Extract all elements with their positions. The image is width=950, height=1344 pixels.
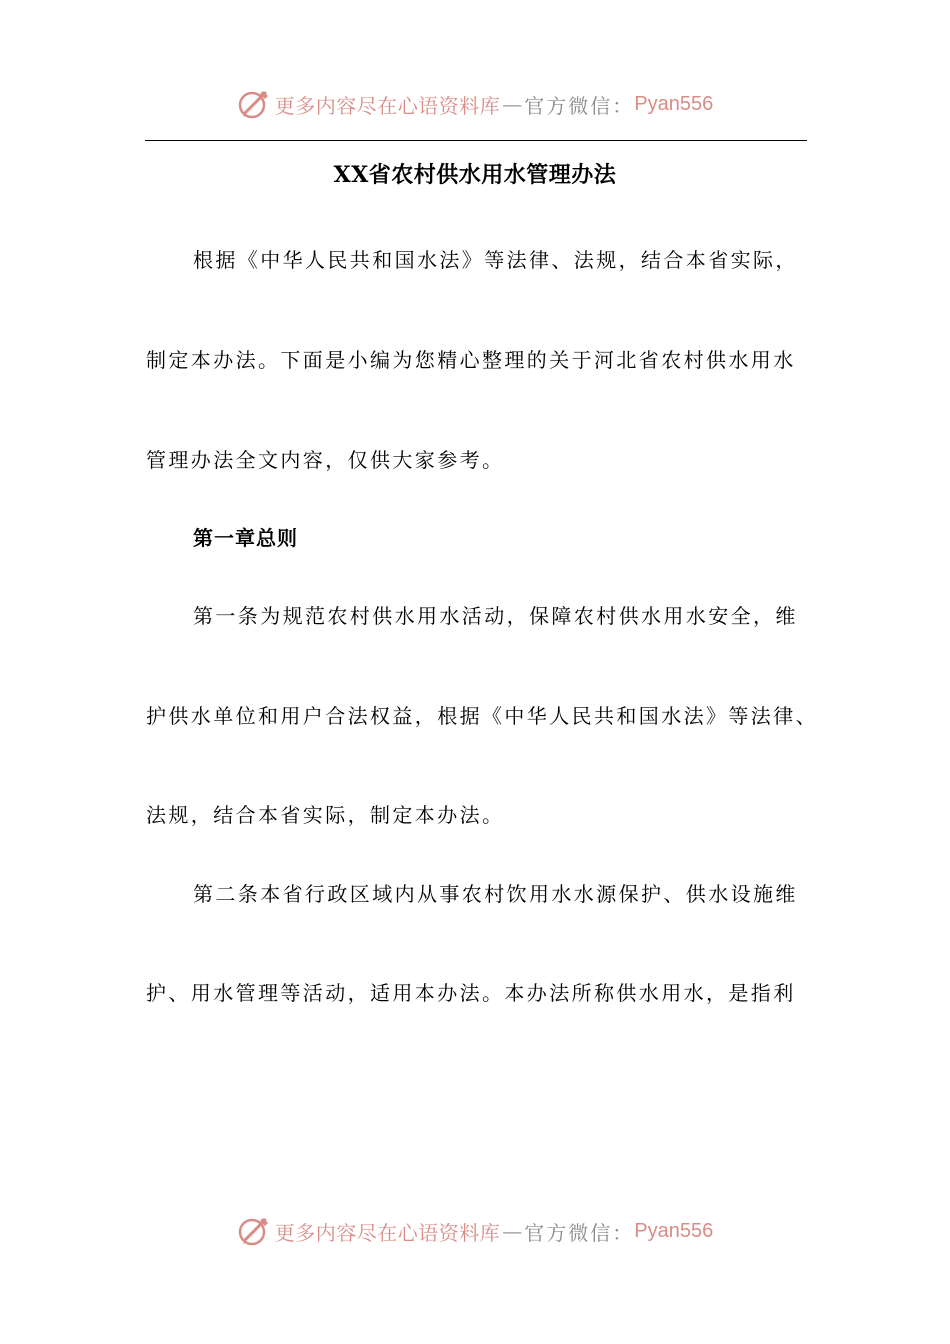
banner-separator: — xyxy=(502,92,523,116)
paragraph-line: 第一条为规范农村供水用水活动，保障农村供水用水安全，维 xyxy=(193,604,798,628)
pen-logo-icon xyxy=(237,87,271,121)
wechat-id: Pyan556 xyxy=(634,92,714,115)
banner-separator: — xyxy=(502,1219,523,1243)
paragraph-line: 制定本办法。下面是小编为您精心整理的关于河北省农村供水用水 xyxy=(146,348,796,372)
chapter-heading: 第一章总则 xyxy=(193,526,298,550)
paragraph-line: 根据《中华人民共和国水法》等法律、法规，结合本省实际， xyxy=(193,248,798,272)
wechat-label: 官方微信： xyxy=(524,1220,635,1245)
paragraph-line: 护供水单位和用户合法权益，根据《中华人民共和国水法》等法律、 xyxy=(146,704,818,728)
wechat-label: 官方微信： xyxy=(524,93,635,118)
wechat-id: Pyan556 xyxy=(634,1219,714,1242)
document-title: XX省农村供水用水管理办法 xyxy=(333,162,617,188)
paragraph-line: 护、用水管理等活动，适用本办法。本办法所称供水用水，是指利 xyxy=(146,981,796,1005)
header-rule xyxy=(145,140,807,141)
promo-text: 更多内容尽在心语资料库 xyxy=(274,1220,501,1245)
paragraph-line: 法规，结合本省实际，制定本办法。 xyxy=(146,803,505,827)
header-banner xyxy=(0,84,950,124)
footer-banner xyxy=(0,1211,950,1251)
paragraph-line: 第二条本省行政区域内从事农村饮用水水源保护、供水设施维 xyxy=(193,882,798,906)
paragraph-line: 管理办法全文内容，仅供大家参考。 xyxy=(146,448,505,472)
promo-text: 更多内容尽在心语资料库 xyxy=(274,93,501,118)
pen-logo-icon xyxy=(237,1214,271,1248)
